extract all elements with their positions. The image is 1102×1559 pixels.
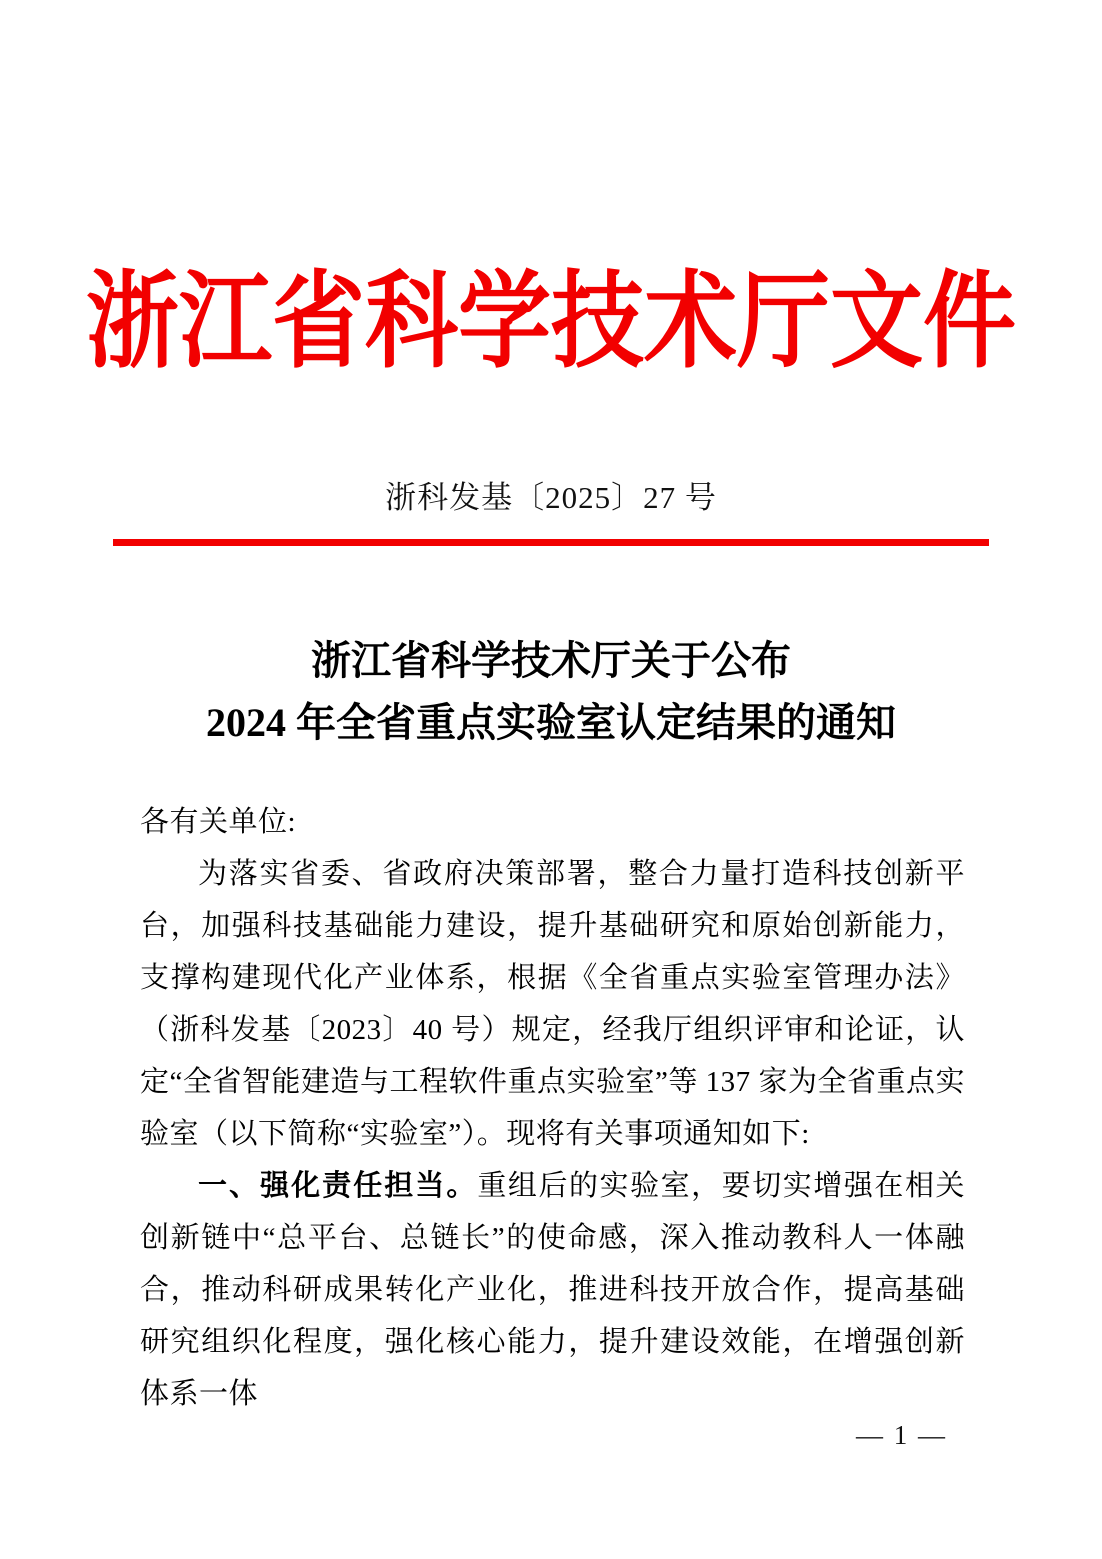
paragraph-2 xyxy=(140,1160,965,1420)
paragraph-2-heading: 一、强化责任担当。 xyxy=(198,1170,478,1202)
agency-header-title: 浙江省科学技术厅文件 xyxy=(86,264,1016,381)
document-title-line2: 2024 年全省重点实验室认定结果的通知 xyxy=(206,700,896,745)
red-divider-line xyxy=(113,539,989,546)
document-title xyxy=(0,630,1102,754)
paragraph-1: 为落实省委、省政府决策部署，整合力量打造科技创新平台，加强科技基础能力建设，提升基础研究和原始创新能力，支撑构建现代化产业体系，根据《全省重点实验室管理办法》（浙科发基〔2023〕40 号）规定，经我厅组织评审和论证，认定“全省智能建造与工程软件重点实验室”等 137 家为全省重点实验室（以下简称“实验室”）。现将有关事项通知如下: xyxy=(140,858,965,1150)
paragraph-2-text: 重组后的实验室，要切实增强在相关创新链中“总平台、总链长”的使命感，深入推动教科人一体融合，推动科研成果转化产业化，推进科技开放合作，提高基础研究组织化程度，强化核心能力，提升建设效能，在增强创新体系一体 xyxy=(140,1170,965,1410)
document-title-line1: 浙江省科学技术厅关于公布 xyxy=(311,638,791,683)
document-body xyxy=(140,796,965,1420)
document-number: 浙科发基〔2025〕27 号 xyxy=(385,480,717,515)
page-number: — 1 — xyxy=(856,1420,947,1450)
salutation: 各有关单位: xyxy=(140,806,297,838)
